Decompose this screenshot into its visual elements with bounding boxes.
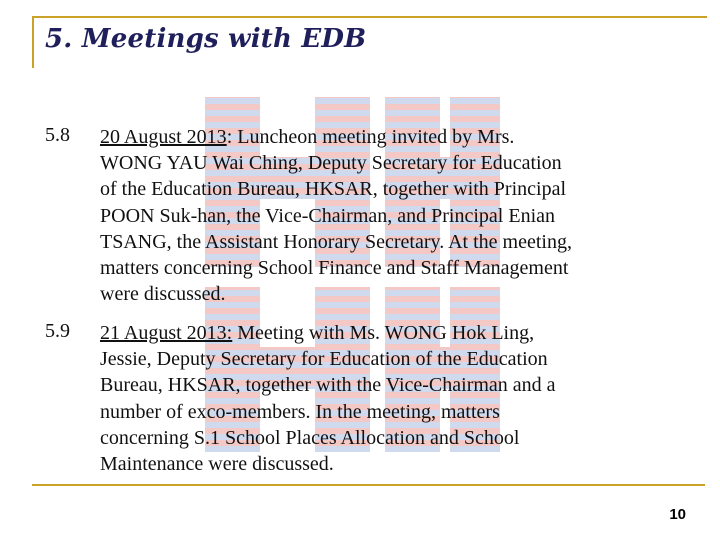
- text-line: WONG YAU Wai Ching, Deputy Secretary for Education: [100, 152, 562, 175]
- footer-divider: [32, 484, 705, 486]
- page-number: 10: [669, 506, 686, 523]
- text-fragment: Meeting with Ms. WONG Hok Ling,: [232, 322, 535, 344]
- text-line: [100, 124, 700, 150]
- text-line: number of exco-members. In the meeting, matters: [100, 400, 500, 423]
- text-line: of the Education Bureau, HKSAR, together with Principal: [100, 178, 567, 201]
- text-line: POON Suk-han, the Vice-Chairman, and Principal Enian: [100, 204, 555, 227]
- text-line: Maintenance were discussed.: [100, 453, 334, 476]
- text-line: TSANG, the Assistant Honorary Secretary. At the meeting,: [100, 230, 572, 253]
- item-number: 5.8: [45, 124, 70, 146]
- item-text: [100, 124, 700, 307]
- text-line: concerning S.1 School Places Allocation and School: [100, 426, 520, 449]
- text-line: were discussed.: [100, 283, 226, 306]
- text-line: [100, 320, 700, 346]
- text-line: Jessie, Deputy Secretary for Education of the Education: [100, 348, 548, 371]
- meeting-date: 20 August 2013: [100, 126, 227, 148]
- text-line: Bureau, HKSAR, together with the Vice-Chairman and a: [100, 374, 556, 397]
- item-text: [100, 320, 700, 477]
- meeting-date: 21 August 2013:: [100, 322, 233, 344]
- text-fragment: : Luncheon meeting invited by Mrs.: [226, 126, 515, 148]
- slide-title: 5. Meetings with EDB: [45, 24, 367, 54]
- text-line: matters concerning School Finance and Staff Management: [100, 257, 569, 280]
- item-number: 5.9: [45, 320, 70, 342]
